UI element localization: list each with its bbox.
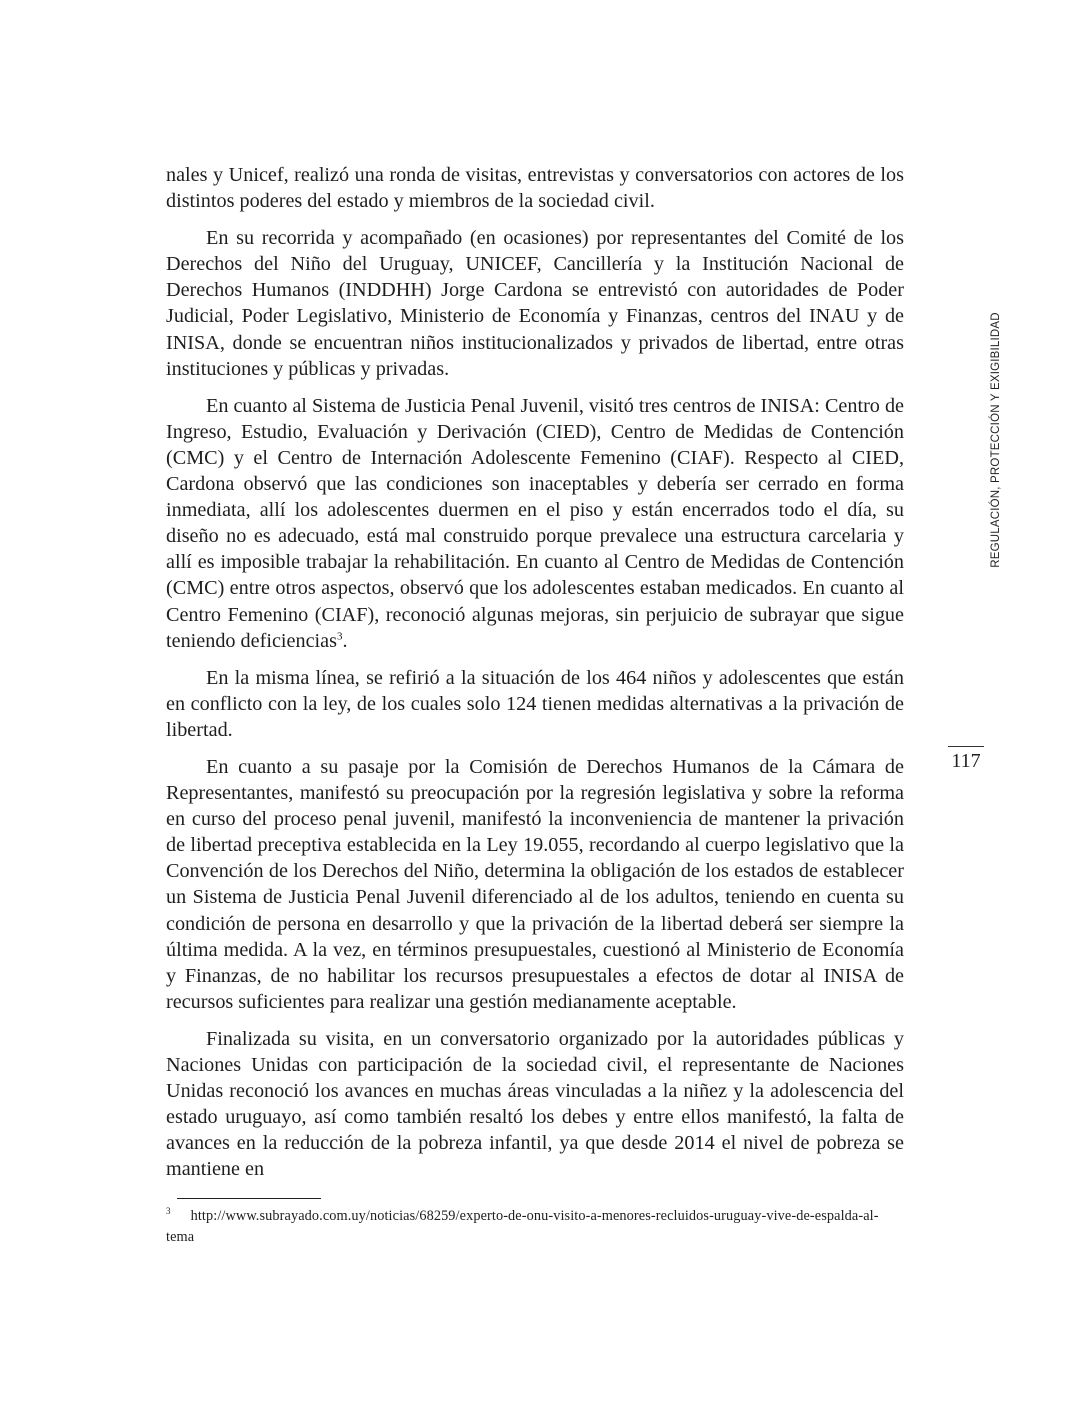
footnote-separator	[177, 1198, 321, 1199]
footnote-reference[interactable]: 3	[336, 629, 343, 642]
paragraph-6: Finalizada su visita, en un conversatorio organizado por la autoridades públicas y Naciones Unidas con participación de la sociedad civil, el representante de Naciones Unidas reconoció los avances en muchas áreas vinculadas a la niñez y la adolescencia del estado uruguayo, así como también resaltó los debes y entre ellos manifestó, la falta de avances en la reducción de la pobreza infantil, ya que desde 2014 el nivel de pobreza se mantiene en	[166, 1027, 904, 1181]
footnote	[166, 1206, 904, 1248]
paragraph-2: En su recorrida y acompañado (en ocasiones) por representantes del Comité de los Derechos del Niño del Uruguay, UNICEF, Cancillería y la Institución Nacional de Derechos Humanos (INDDHH) Jorge Cardona se entrevistó con autoridades de Poder Judicial, Poder Legislativo, Ministerio de Economía y Finanzas, centros del INAU y de INISA, donde se encuentran niños institucionalizados y privados de libertad, entre otras instituciones y públicas y privadas.	[166, 227, 904, 380]
paragraph-3-end: .	[342, 629, 348, 652]
page-number-rule	[948, 746, 984, 747]
paragraph-3-text: En cuanto al Sistema de Justicia Penal Juvenil, visitó tres centros de INISA: Centro de Ingreso, Estudio, Evaluación y Derivación (CIED), Centro de Medidas de Contención (CMC) y el Centro de Internación Adolescente Femenino (CIAF). Respecto al CIED, Cardona observó que las condiciones son inaceptables y debería ser cerrado en forma inmediata, allí los adolescentes duermen en el piso y están encerrados todo el día, su diseño no es adecuado, está mal construido porque prevalece una estructura carcelaria y allí es imposible trabajar la rehabilitación. En cuanto al Centro de Medidas de Contención (CMC) entre otros aspectos, observó que los adolescentes estaban medicados. En cuanto al Centro Femenino (CIAF), reconoció algunas mejoras, sin perjuicio de subrayar que sigue teniendo deficiencias	[166, 394, 905, 652]
paragraph-1: nales y Unicef, realizó una ronda de visitas, entrevistas y conversatorios con actores de los distintos poderes del estado y miembros de la sociedad civil.	[166, 164, 904, 213]
page-number: 117	[951, 750, 981, 772]
footnote-number: 3	[166, 1206, 171, 1217]
paragraph-4: En la misma línea, se refirió a la situación de los 464 niños y adolescentes que están en conflicto con la ley, de los cuales solo 124 tienen medidas alternativas a la privación de libertad.	[166, 666, 904, 741]
paragraph-5: En cuanto a su pasaje por la Comisión de Derechos Humanos de la Cámara de Representantes, manifestó su preocupación por la regresión legislativa y sobre la reforma en curso del proceso penal juvenil, manifestó la inconveniencia de mantener la privación de libertad preceptiva establecida en la Ley 19.055, recordando al cuerpo legislativo que la Convención de los Derechos del Niño, determina la obligación de los estados de establecer un Sistema de Justicia Penal Juvenil diferenciado al de los adultos, teniendo en cuenta su condición de persona en desarrollo y que la privación de la libertad deberá ser siempre la última medida. A la vez, en términos presupuestales, cuestionó al Ministerio de Economía y Finanzas, de no habilitar los recursos presupuestales a efectos de dotar al INISA de recursos suficientes para realizar una gestión medianamente aceptable.	[166, 755, 904, 1013]
footnote-url[interactable]: http://www.subrayado.com.uy/noticias/68259/experto-de-onu-visito-a-menores-recluidos-uruguay-vive-de-espalda-al-tema	[166, 1208, 879, 1245]
body-text	[166, 162, 904, 1193]
paragraph-3	[166, 393, 904, 654]
running-section-title: REGULACIÓN, PROTECCIÓN Y EXIGIBILIDAD	[990, 312, 1002, 568]
